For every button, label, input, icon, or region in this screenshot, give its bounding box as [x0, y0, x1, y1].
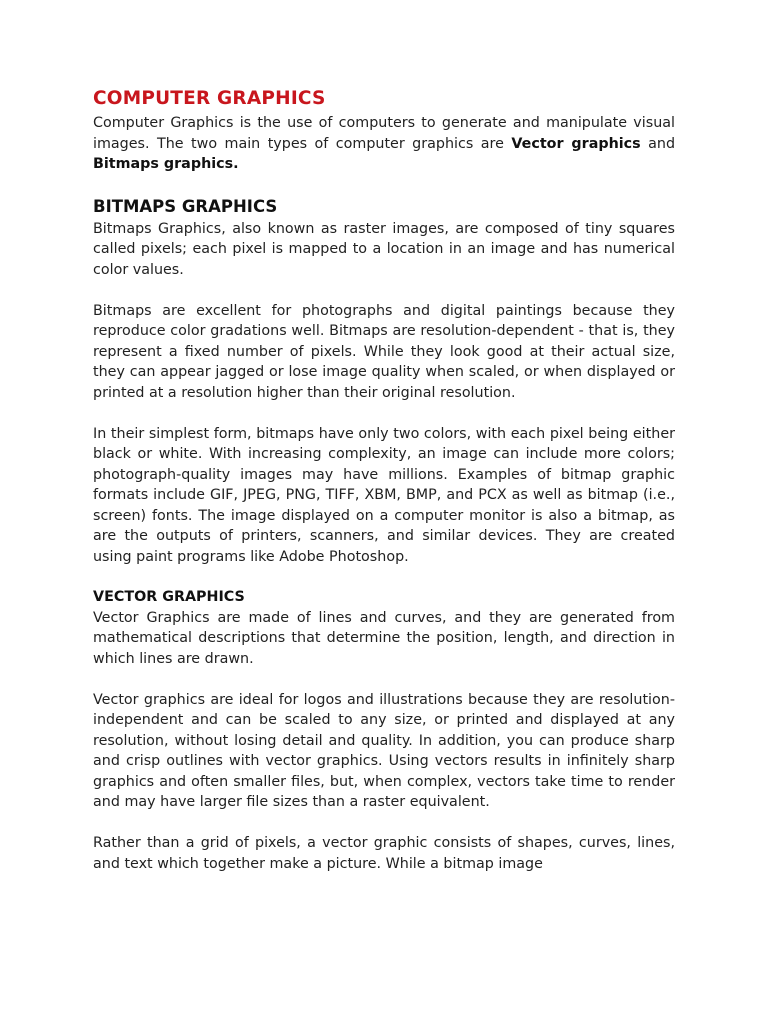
- bitmaps-paragraph-1: Bitmaps Graphics, also known as raster images, are composed of tiny squares called pixels; each pixel is mapped to a location in an image and has numerical color values.: [93, 220, 675, 278]
- intro-joiner: and: [648, 135, 676, 152]
- intro-text: Computer Graphics is the use of computers to generate and manipulate visual images. The two main types of computer graphics are: [93, 115, 675, 152]
- bitmaps-paragraph-3: In their simplest form, bitmaps have only two colors, with each pixel being either black or white. With increasing complexity, an image can include more colors; photograph-quality images may have millions. Examples of bitmap graphic formats include GIF, JPEG, PNG, TIFF, XBM, BMP, and PCX as well as bitmap (i.e., screen) fonts. The image displayed on a computer monitor is also a bitmap, as are the outputs of printers, scanners, and similar devices. They are created using paint programs like Adobe Photoshop.: [93, 425, 675, 565]
- vector-paragraph-1: Vector Graphics are made of lines and curves, and they are generated from mathematical descriptions that determine the position, length, and direction in which lines are drawn.: [93, 609, 675, 667]
- vector-paragraph-2: Vector graphics are ideal for logos and illustrations because they are resolution-independent and can be scaled to any size, or printed and displayed at any resolution, without losing detail and quality. In addition, you can produce sharp and crisp outlines with vector graphics. Using vectors results in infinitely sharp graphics and often smaller files, but, when complex, vectors take time to render and may have larger file sizes than a raster equivalent.: [93, 691, 675, 810]
- vector-heading: VECTOR GRAPHICS: [93, 589, 245, 605]
- bitmaps-paragraph-2: Bitmaps are excellent for photographs and digital paintings because they reproduce color gradations well. Bitmaps are resolution-dependent - that is, they represent a fixed number of pixels. While they look good at their actual size, they can appear jagged or lose image quality when scaled, or when displayed or printed at a resolution higher than their original resolution.: [93, 302, 675, 401]
- intro-paragraph: [93, 113, 675, 175]
- bitmaps-heading: BITMAPS GRAPHICS: [93, 196, 278, 216]
- document-page: [93, 85, 675, 874]
- term-vector-graphics: Vector graphics: [511, 135, 641, 152]
- page-title: COMPUTER GRAPHICS: [93, 88, 326, 109]
- vector-paragraph-3: Rather than a grid of pixels, a vector graphic consists of shapes, curves, lines, and text which together make a picture. While a bitmap image: [93, 835, 675, 872]
- term-bitmaps-graphics: Bitmaps graphics.: [93, 156, 239, 172]
